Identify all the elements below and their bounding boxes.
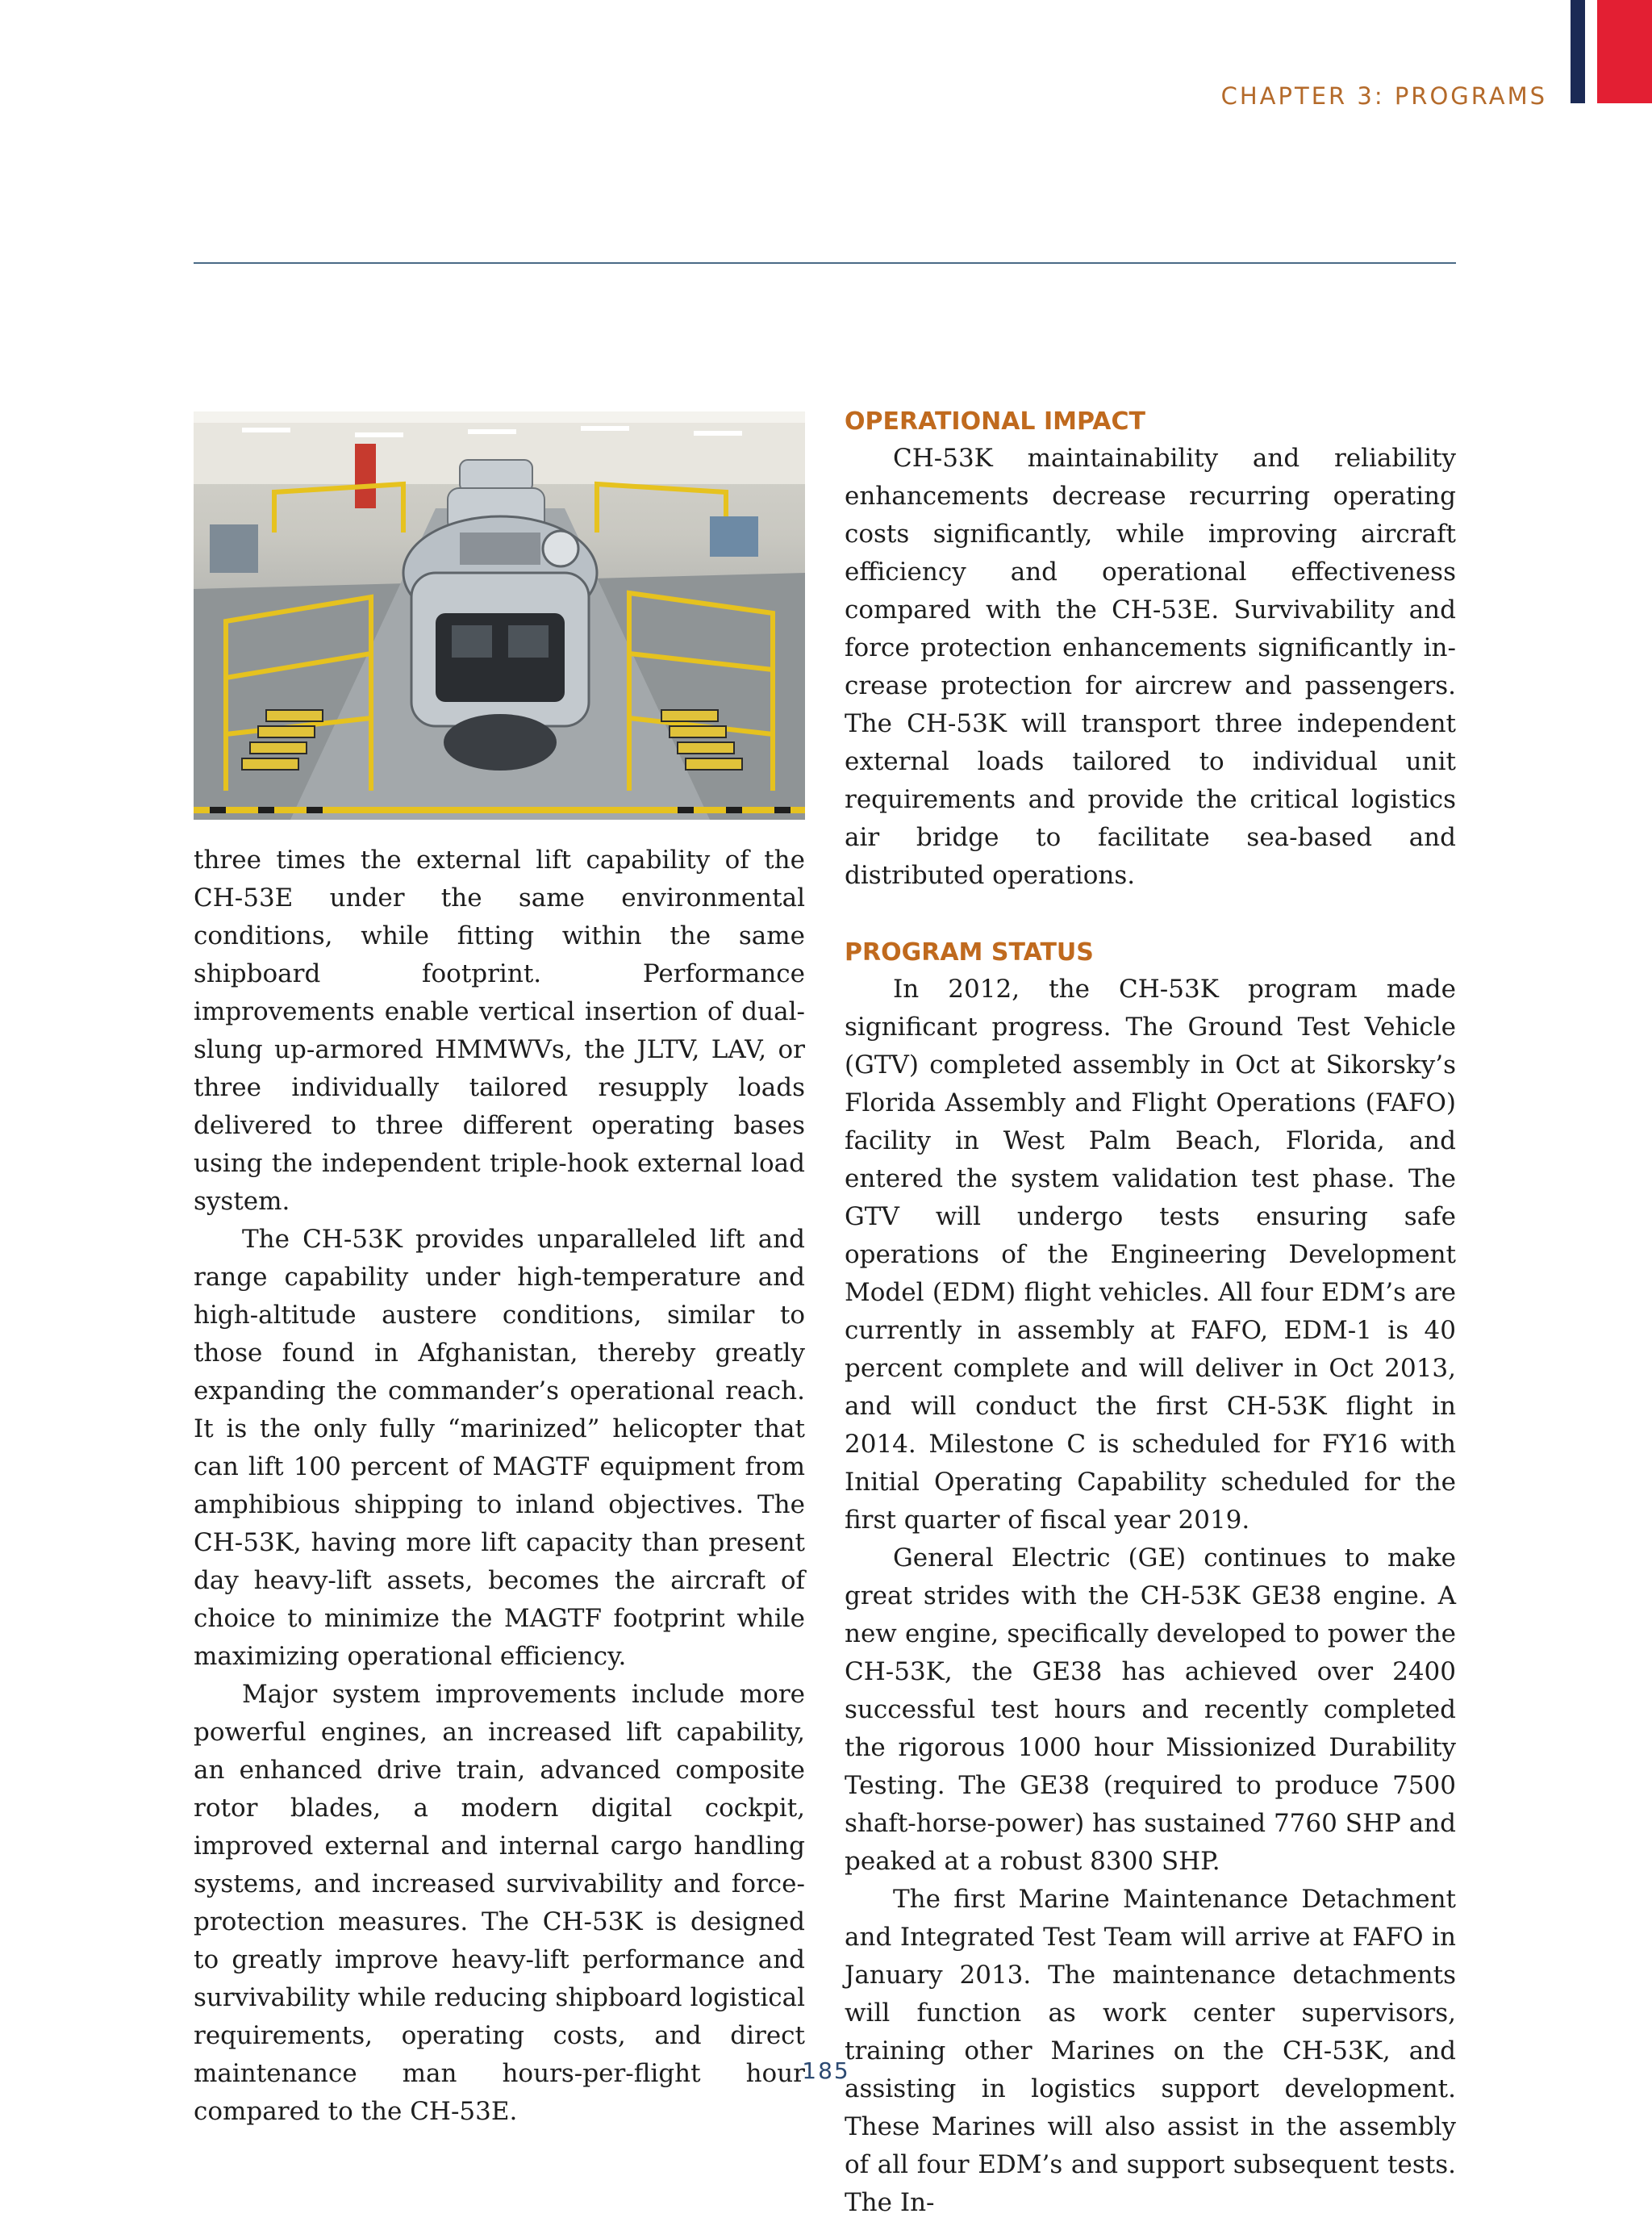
header-divider (194, 262, 1456, 264)
section-spacer (845, 895, 1456, 935)
program-status-heading: PROGRAM STATUS (845, 938, 1094, 967)
body-paragraph: three times the external lift capability of the CH-53E under the same environmental conditions, while fitting within the same shipboard footprint. Performance improvements enable vertical insertion of dual-slung up-armored HMMWVs, the JLTV, LAV, or three individually tailored resupply loads delivered to three different operating bases using the independent triple-hook external load system. (194, 846, 805, 1216)
body-paragraph: In 2012, the CH-53K program made significant progress. The Ground Test Vehicle (GTV) completed assembly in Oct at Sikorsky’s Florida Assembly and Flight Operations (FAFO) facility in West Palm Beach, Florida, and entered the system validation test phase. The GTV will undergo tests ensuring safe operations of the Engineering Development Model (EDM) flight vehicles. All four EDM’s are currently in assembly at FAFO, EDM-1 is 40 percent complete and will deliver in Oct 2013, and will conduct the first CH-53K flight in 2014. Milestone C is scheduled for FY16 with Initial Operating Capability scheduled for the first quarter of fiscal year 2019. (845, 975, 1456, 1535)
chapter-tab-blue (1571, 0, 1585, 103)
body-paragraph: Major system improvements include more powerful engines, an increased lift capability, an enhanced drive train, advanced composite rotor blades, a modern digital cockpit, improved external and internal cargo handling systems, and increased survivability and force-protection measures. The CH-53K is designed to greatly improve heavy-lift performance and survivability while reducing shipboard logistical requirements, operating costs, and direct maintenance man hours-per-flight hour compared to the CH-53E. (194, 1680, 805, 2126)
right-text-column (845, 404, 1456, 2222)
assembly-line-photo (194, 411, 805, 820)
operational-impact-heading: OPERATIONAL IMPACT (845, 407, 1145, 436)
body-paragraph: General Electric (GE) continues to make great strides with the CH-53K GE38 engine. A new engine, specifically developed to power the CH-53K, the GE38 has achieved over 2400 successful test hours and recently completed the rigorous 1000 hour Missionized Durability Testing. The GE38 (required to produce 7500 shaft-horse-power) has sustained 7760 SHP and peaked at a robust 8300 SHP. (845, 1543, 1456, 1876)
chapter-tab-red (1597, 0, 1652, 103)
body-paragraph: The first Marine Maintenance Detachment and Integrated Test Team will arrive at FAFO in January 2013. The maintenance detachments will function as work center supervisors, training other Marines on the CH-53K, and assisting in logistics support development. These Marines will also assist in the assembly of all four EDM’s and support subsequent tests. The In- (845, 1885, 1456, 2217)
page-number: 185 (802, 2057, 850, 2084)
left-text-column (194, 842, 805, 2131)
body-paragraph: CH-53K maintainability and reliability enhancements decrease recurring operating costs significantly, while improving aircraft efficiency and operational effectiveness compared with the CH-53E. Survivability and force protection enhancements significantly increase protection for aircrew and passengers. The CH-53K will transport three independent external loads tailored to individual unit requirements and provide the critical logistics air bridge to facilitate sea-based and distributed operations. (845, 444, 1456, 890)
body-paragraph: The CH-53K provides unparalleled lift and range capability under high-temperature and high-altitude austere conditions, similar to those found in Afghanistan, thereby greatly expanding the commander’s operational reach. It is the only fully “marinized” helicopter that can lift 100 percent of MAGTF equipment from amphibious shipping to inland objectives. The CH-53K, having more lift capacity than present day heavy-lift assets, becomes the aircraft of choice to minimize the MAGTF footprint while maximizing operational efficiency. (194, 1225, 805, 1671)
chapter-header: CHAPTER 3: PROGRAMS (1220, 82, 1547, 110)
